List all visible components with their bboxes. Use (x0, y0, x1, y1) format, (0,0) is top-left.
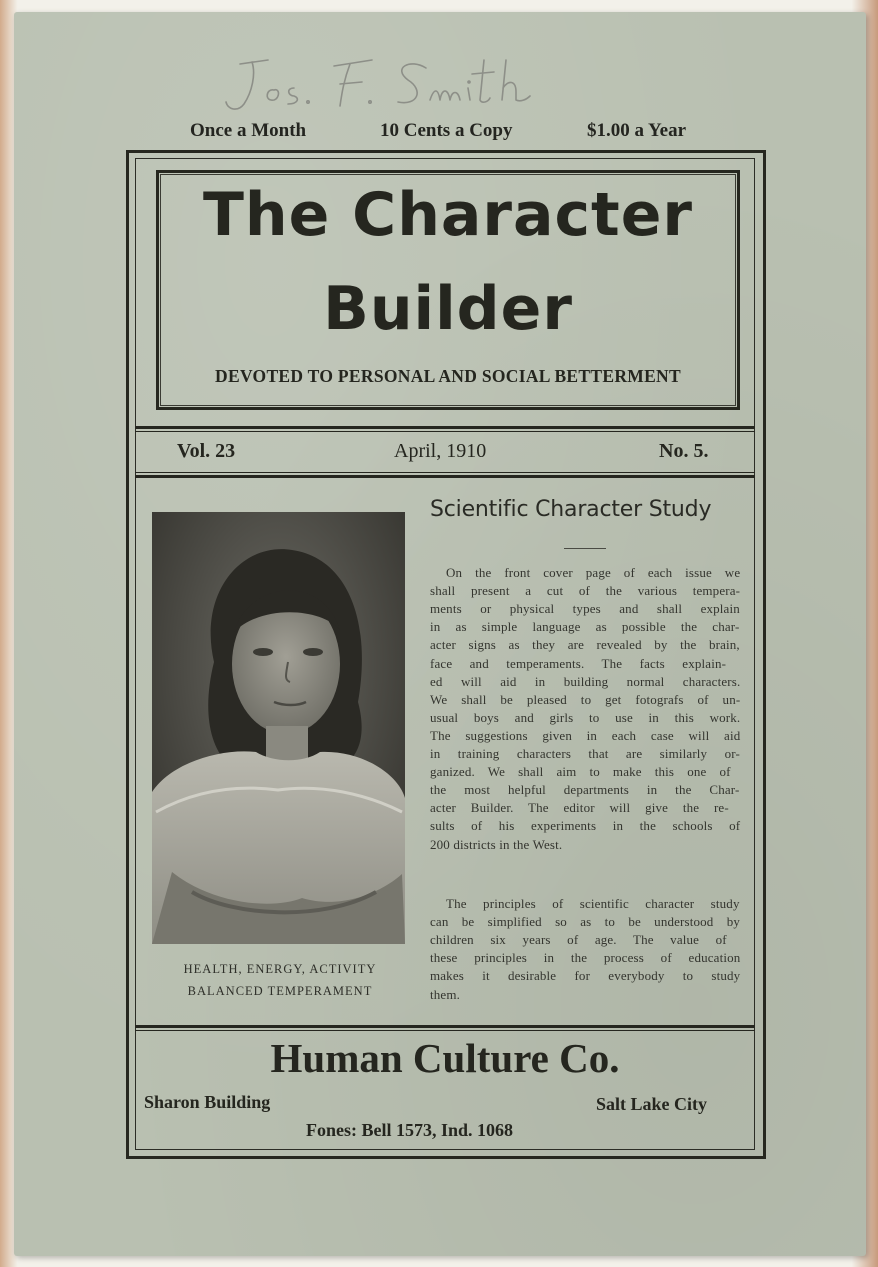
masthead-title-line-2: Builder (323, 274, 573, 344)
issue-date: April, 1910 (394, 440, 487, 462)
article-line: ments or physical types and shall explain (430, 601, 740, 617)
issue-bar-bottom-rule (135, 475, 755, 478)
footer-top-rule (135, 1025, 755, 1028)
article-line: shall present a cut of the various tempera- (430, 583, 741, 599)
publisher-name: Human Culture Co. (270, 1035, 620, 1081)
article-line: acter Builder. The editor will give the re- (430, 800, 729, 816)
issue-number: No. 5. (659, 440, 709, 462)
publisher-phones: Fones: Bell 1573, Ind. 1068 (306, 1120, 514, 1140)
article-line: The principles of scientific character study (446, 896, 740, 911)
article-line: face and temperaments. The facts explain- (430, 655, 727, 671)
issue-bar-top-thin-rule (135, 431, 755, 432)
article-line: in training characters that are similarly or- (430, 746, 740, 761)
masthead-tagline: DEVOTED TO PERSONAL AND SOCIAL BETTERMENT (215, 366, 681, 386)
article-line: can be simplified so as to be understood by (430, 914, 741, 930)
article-line: We shall be pleased to get fotografs of un- (430, 691, 741, 707)
masthead-title-line-1: The Character (202, 180, 694, 250)
frequency-label: Once a Month (190, 120, 307, 141)
photo-caption-line-2: BALANCED TEMPERAMENT (187, 984, 373, 998)
portrait-illustration (152, 512, 405, 944)
publisher-city: Salt Lake City (596, 1094, 708, 1114)
article-line: acter signs as they are revealed by the brain, (430, 637, 740, 653)
article-title: Scientific Character Study (430, 497, 712, 522)
footer-top-thin-rule (135, 1030, 755, 1031)
article-line: in as simple language as possible the char- (430, 619, 740, 635)
article-title-divider (564, 548, 606, 549)
price-per-copy: 10 Cents a Copy (380, 120, 513, 141)
portrait-photo (152, 512, 405, 944)
issue-bar-bottom-thin-rule (135, 472, 755, 473)
volume-number: Vol. 23 (177, 440, 236, 462)
article-line: sults of his experiments in the schools of (430, 818, 741, 834)
article-line: On the front cover page of each issue we (446, 565, 741, 580)
issue-bar-top-rule (135, 426, 755, 429)
article-line: 200 districts in the West. (430, 836, 563, 852)
article-line: The suggestions given in each case will aid (430, 727, 741, 743)
article-line: these principles in the process of education (430, 950, 741, 966)
article-line: them. (430, 986, 460, 1002)
handwritten-signature (222, 52, 562, 116)
photo-caption-line-1: HEALTH, ENERGY, ACTIVITY (183, 962, 377, 976)
article-line: makes it desirable for everybody to study (430, 968, 741, 984)
article-line: usual boys and girls to use in this work. (430, 709, 741, 725)
publisher-building: Sharon Building (144, 1092, 271, 1112)
price-per-year: $1.00 a Year (587, 120, 687, 141)
article-line: ed will aid in building normal characters. (430, 673, 741, 689)
article-line: the most helpful departments in the Char- (430, 782, 740, 798)
article-line: children six years of age. The value of (430, 932, 727, 948)
article-line: ganized. We shall aim to make this one of (430, 764, 731, 780)
